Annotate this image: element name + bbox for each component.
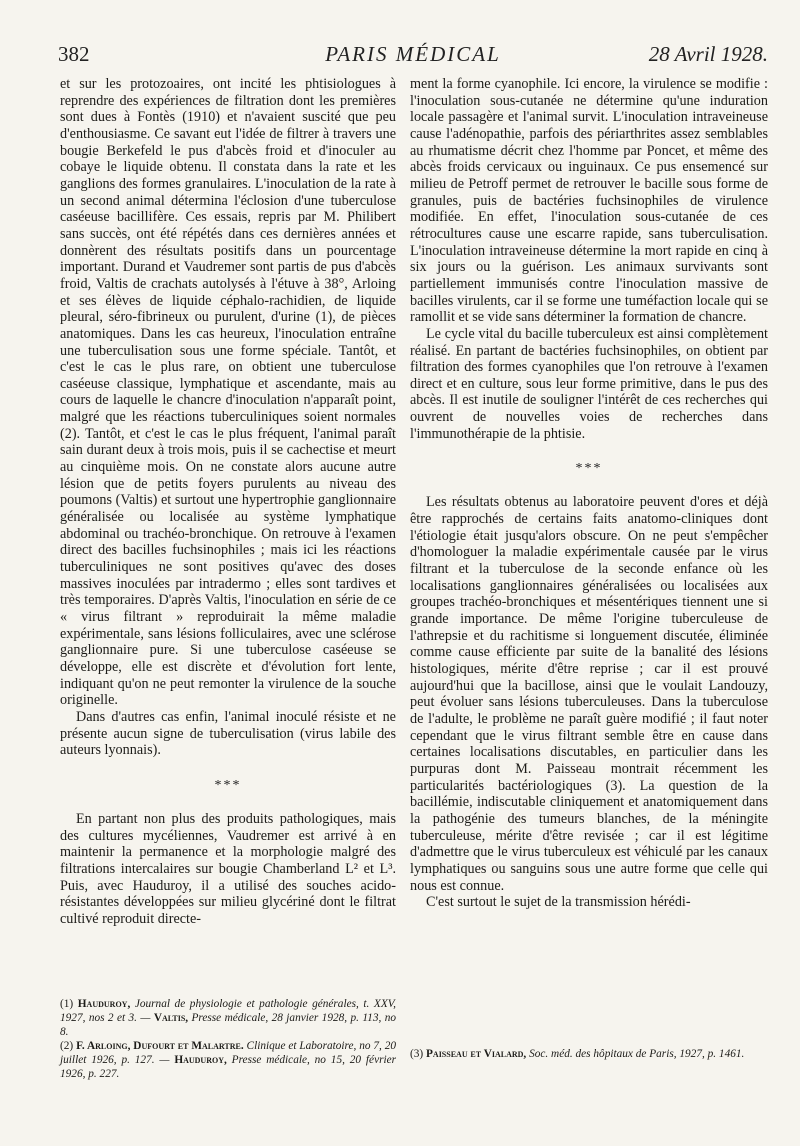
- footnote-2: (2) F. Arloing, Dufourt et Malartre. Clinique et Laboratoire, no 7, 20 juillet 1926, p. 127. — Hauduroy, Presse médicale, no 15, 20 février 1926, p. 227.: [60, 1040, 397, 1080]
- paragraph: Le cycle vital du bacille tuberculeux est ainsi complètement réalisé. En partant de bactéries fuchsinophiles, on obtient par filtration des formes cyanophiles que l'on retrouve à l'examen direct et en culture, sous leur forme primitive, dans le pus des abcès. Il est inutile de souligner l'intérêt de ces recherches qui ouvrent de nouvelles voies de recherches dans l'immunothérapie de la phtisie.: [410, 325, 768, 442]
- footnote-1: (1) Hauduroy, Journal de physiologie et pathologie générales, t. XXV, 1927, nos 2 et 3. — Valtis, Presse médicale, 28 janvier 1928, p. 113, no 8.: [60, 998, 396, 1038]
- paragraph: C'est surtout le sujet de la transmission hérédi-: [426, 894, 691, 911]
- page-number: 382: [58, 42, 90, 66]
- footnote-3: (3) Paisseau et Vialard, Soc. méd. des hôpitaux de Paris, 1927, p. 1461.: [410, 1048, 745, 1060]
- paragraph: et sur les protozoaires, ont incité les phtisiologues à reprendre des expériences de filtration dont les premières sont dues à Fontès (1910) et n'avaient suscité que peu d'enthousiasme. Ce savant eut l'idée de filtrer à travers une bougie Berkefeld le pus d'abcès froid et d'inoculer au cobaye le liquide obtenu. Il constata dans la rate et les ganglions des formes granulaires. L'inoculation de la rate à un second animal détermina l'éclosion d'une tuberculose caséeuse bacillifère. Ces essais, repris par M. Philibert sans succès, ont été répétés dans ces dernières années et donnèrent des résultats positifs dans un pourcentage important. Durand et Vaudremer sont partis de pus d'abcès froid, Valtis de crachats autolysés à l'étuve à 38°, Arloing et ses élèves de liquide céphalo-rachidien, de liquide pleural, séro-fibrineux ou purulent, d'urine (1), de pièces anatomiques. Dans les cas heureux, l'inoculation entraîne une tuberculisation sous une forme spéciale. Tantôt, et c'est le cas le plus rare, on obtient une tuberculose caséeuse classique, lymphatique et ascendante, mais au cours de laquelle le chancre d'inoculation n'apparaît point, malgré que les réactions tuberculiniques soient normales (2). Tantôt, et c'est le cas le plus fréquent, l'animal paraît sain durant deux à trois mois, puis il se cachectise et meurt au cinquième mois. On ne constate alors aucune autre lésion que de petits foyers purulents au niveau des poumons (Valtis) et surtout une hypertrophie ganglionnaire généralisée ou localisée au système lymphatique abdominal ou trachéo-bronchique. On retrouve à l'examen direct des bacilles fuchsinophiles ; mais ici les réactions tuberculiniques ne sont positives qu'avec des doses massives inoculées par intradermo ; elles sont tardives et très temporaires. D'après Valtis, l'inoculation en série de ce « virus filtrant » reproduirait la même maladie expérimentale, sans lésions folliculaires, avec une sclérose ganglionnaire pure. Si une tuberculose caséeuse se développe, elle est discrète et d'évolution fort lente, indiquant qu'on ne peut remonter la virulence de la souche originelle.: [60, 76, 396, 709]
- journal-title: PARIS MÉDICAL: [325, 42, 501, 66]
- paragraph: ment la forme cyanophile. Ici encore, la virulence se modifie : l'inoculation sous-cutanée ne détermine qu'une induration locale passagère et l'animal survit. L'inoculation intraveineuse cause l'adénopathie, parfois des périarthrites assez semblables au rhumatisme décrit chez l'homme par Poncet, et même des abcès froids cervicaux ou inguinaux. Ce pus ensemencé sur milieu de Petroff permet de retrouver le bacille sous forme de granules, puis de bactéries fuchsinophiles de virulence modifiée. En effet, l'inoculation sous-cutanée de ces rétrocultures cause une escarre rapide, sans tuberculisation. L'inoculation intraveineuse détermine la mort rapide en cinq à six jours ou la guérison. Les animaux survivants sont partiellement immunisés contre l'inoculation massive de bacilles virulents, car il se forme une tuméfaction locale qui se ramollit et se vide sans déterminer la formation de chancre.: [410, 76, 768, 326]
- right-column: [410, 76, 768, 911]
- left-column: [60, 76, 396, 928]
- paragraph: En partant non plus des produits pathologiques, mais des cultures mycéliennes, Vaudremer est arrivé à en maintenir la permanence et la morphologie malgré des filtrations intercalaires sur bougie Chamberland L² et L³. Puis, avec Hauduroy, il a utilisé des souches acido-résistantes développées sur milieu glycériné dont le filtrat cultivé reproduit directe-: [60, 810, 396, 927]
- issue-date: 28 Avril 1928.: [648, 42, 768, 66]
- section-separator: ***: [575, 461, 603, 477]
- section-separator: ***: [214, 777, 242, 793]
- paragraph: Les résultats obtenus au laboratoire peuvent d'ores et déjà être rapprochés de certains faits anatomo-cliniques dont l'étiologie était jusqu'alors obscure. On ne peut s'empêcher d'homologuer la maladie expérimentale causée par le virus filtrant et la tuberculose de la seconde enfance où les localisations ganglionnaires généralisées ou localisées aux groupes trachéo-bronchiques et mésentériques tiennent une si grande importance. De même l'origine tuberculeuse de l'athrepsie et du rachitisme si longuement discutée, éliminée comme cause efficiente par suite de la banalité des lésions histologiques, mérite d'être reprise ; car il est prouvé aujourd'hui que la bacillose, ainsi que le voulait Landouzy, peut évoluer sans lésions tuberculeuses. Dans la tuberculose de l'adulte, le problème ne paraît guère modifié ; il faut noter cependant que le virus filtrant semble être en cause dans certaines localisations discutables, en particulier dans les purpuras dont M. Paisseau montrait récemment les particularités bactériologiques (3). La question de la bacillémie, indiscutable cliniquement et anatomiquement dans la pathogénie des tumeurs blanches, de la méningite tuberculeuse, mérite d'être revisée ; car il est légitime d'admettre que le virus tuberculeux est véhiculé par les canaux lymphatiques ou sanguins sous une autre forme que celle qui nous est connue.: [410, 494, 768, 894]
- footnotes: [410, 1047, 768, 1061]
- paragraph: Dans d'autres cas enfin, l'animal inoculé résiste et ne présente aucun signe de tuberculisation (virus labile des auteurs lyonnais).: [60, 708, 396, 759]
- running-header: [58, 40, 768, 68]
- footnotes: [60, 997, 396, 1081]
